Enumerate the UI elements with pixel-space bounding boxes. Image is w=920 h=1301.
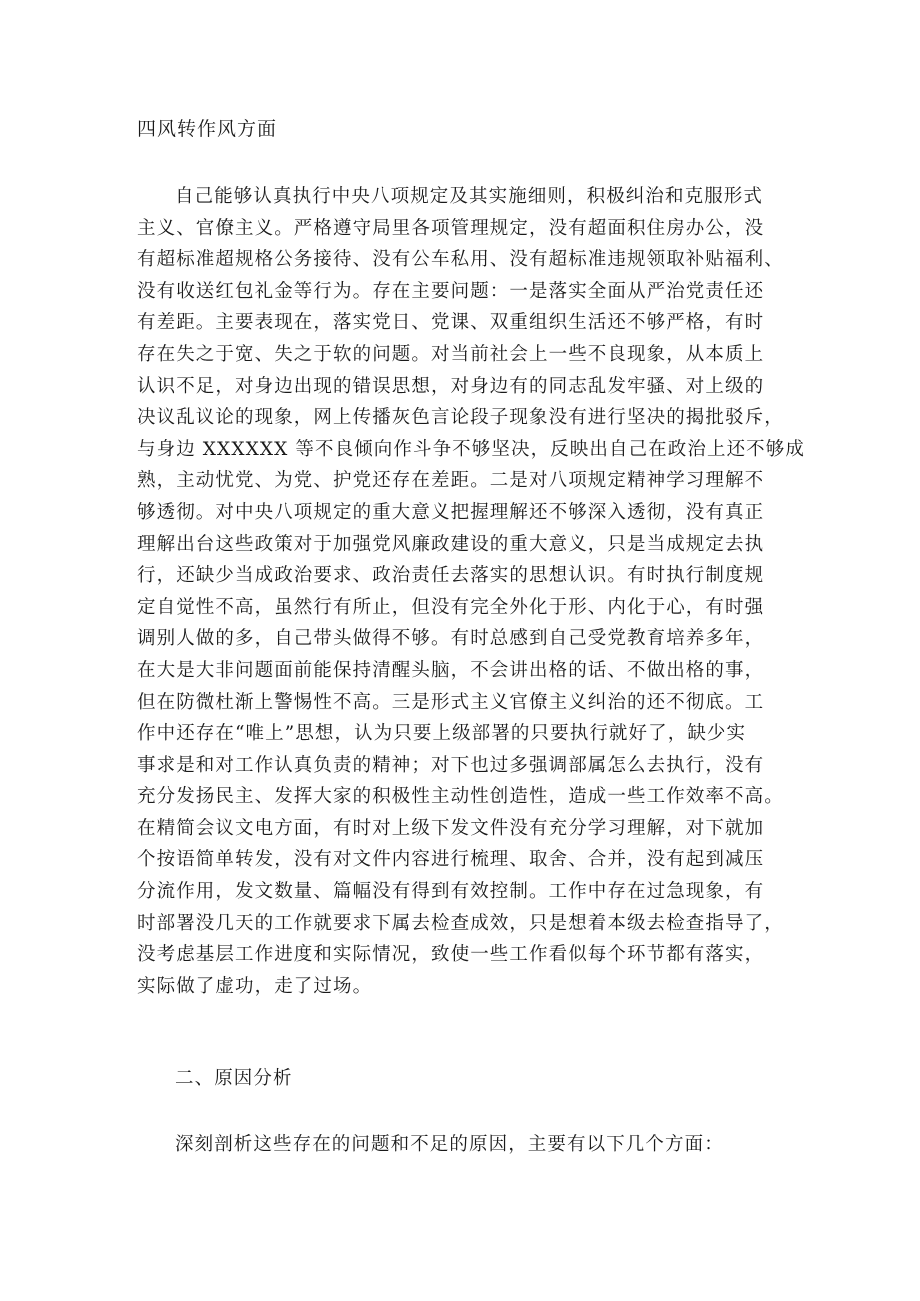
paragraph-line: 作中还存在“唯上”思想，认为只要上级部署的只要执行就好了，缺少实	[137, 723, 747, 745]
paragraph-line: 没有收送红包礼金等行为。存在主要问题：一是落实全面从严治党责任还	[137, 280, 765, 302]
paragraph-line: 调别人做的多，自己带头做得不够。有时总感到自己受党教育培养多年，	[137, 628, 765, 650]
paragraph-line: 有差距。主要表现在，落实党日、党课、双重组织生活还不够严格，有时	[137, 312, 765, 334]
paragraph-line: 存在失之于宽、失之于软的问题。对当前社会上一些不良现象，从本质上	[137, 343, 765, 365]
paragraph-line: 分流作用，发文数量、篇幅没有得到有效控制。工作中存在过急现象，有	[137, 881, 765, 903]
paragraph-line: 行，还缺少当成政治要求、政治责任去落实的思想认识。有时执行制度规	[137, 565, 765, 587]
section-title-cause-analysis: 二、原因分析	[175, 1068, 293, 1089]
closing-paragraph: 深刻剖析这些存在的问题和不足的原因，主要有以下几个方面：	[175, 1134, 724, 1155]
paragraph-line: 在大是大非问题面前能保持清醒头脑，不会讲出格的话、不做出格的事，	[137, 659, 765, 681]
paragraph-line: 有超标准超规格公务接待、没有公车私用、没有超标准违规领取补贴福利、	[137, 249, 784, 271]
paragraph-line: 没考虑基层工作进度和实际情况，致使一些工作看似每个环节都有落实，	[137, 944, 765, 966]
paragraph-line: 充分发扬民主、发挥大家的积极性主动性创造性，造成一些工作效率不高。	[137, 786, 784, 808]
paragraph-line: 事求是和对工作认真负责的精神；对下也过多强调部属怎么去执行，没有	[137, 754, 765, 776]
paragraph-line: 但在防微杜渐上警惕性不高。三是形式主义官僚主义纠治的还不彻底。工	[137, 691, 765, 713]
paragraph-line: 实际做了虚功，走了过场。	[137, 975, 373, 997]
paragraph-line: 定自觉性不高，虽然行有所止，但没有完全外化于形、内化于心，有时强	[137, 596, 765, 618]
paragraph-line: 个按语简单转发，没有对文件内容进行梳理、取舍、合并，没有起到减压	[137, 849, 765, 871]
paragraph-line: 与身边 XXXXXX 等不良倾向作斗争不够坚决，反映出自己在政治上还不够成	[137, 438, 805, 460]
paragraph-line: 认识不足，对身边出现的错误思想，对身边有的同志乱发牢骚、对上级的	[137, 375, 765, 397]
main-paragraph	[137, 181, 805, 1002]
paragraph-line: 理解出台这些政策对于加强党风廉政建设的重大意义，只是当成规定去执	[137, 533, 765, 555]
paragraph-line: 熟，主动忧党、为党、护党还存在差距。二是对八项规定精神学习理解不	[137, 470, 765, 492]
paragraph-line: 时部署没几天的工作就要求下属去检查成效，只是想着本级去检查指导了，	[137, 912, 784, 934]
paragraph-line: 在精简会议文电方面，有时对上级下发文件没有充分学习理解，对下就加	[137, 817, 765, 839]
paragraph-line: 够透彻。对中央八项规定的重大意义把握理解还不够深入透彻，没有真正	[137, 501, 765, 523]
paragraph-line: 主义、官僚主义。严格遵守局里各项管理规定，没有超面积住房办公，没	[137, 217, 765, 239]
section-heading: 四风转作风方面	[137, 118, 278, 140]
paragraph-line: 自己能够认真执行中央八项规定及其实施细则，积极纠治和克服形式	[175, 186, 764, 207]
paragraph-line: 决议乱议论的现象，网上传播灰色言论段子现象没有进行坚决的揭批驳斥，	[137, 407, 784, 429]
